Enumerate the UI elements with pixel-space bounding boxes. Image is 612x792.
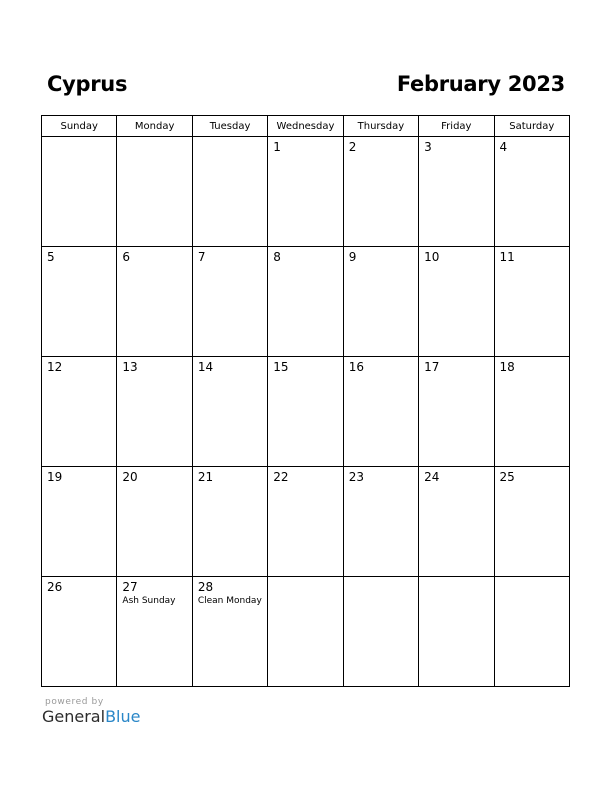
day-cell bbox=[419, 467, 494, 577]
day-cell bbox=[419, 137, 494, 247]
day-cell bbox=[494, 247, 569, 357]
day-cell bbox=[117, 137, 192, 247]
day-cell bbox=[494, 137, 569, 247]
day-number: 12 bbox=[47, 360, 63, 374]
weekday-header: Sunday bbox=[42, 116, 117, 137]
day-number: 19 bbox=[47, 470, 63, 484]
day-number: 17 bbox=[424, 360, 440, 374]
day-number: 13 bbox=[122, 360, 138, 374]
day-number: 18 bbox=[499, 360, 515, 374]
day-number: 6 bbox=[122, 250, 131, 264]
day-number: 10 bbox=[424, 250, 440, 264]
day-cell bbox=[42, 137, 117, 247]
day-cell bbox=[419, 577, 494, 687]
day-cell bbox=[419, 357, 494, 467]
weekday-header: Saturday bbox=[494, 116, 569, 137]
calendar-grid bbox=[41, 115, 570, 687]
brand-name-blue: Blue bbox=[105, 707, 141, 726]
day-number: 7 bbox=[197, 250, 206, 264]
week-row bbox=[42, 467, 570, 577]
day-number: 15 bbox=[273, 360, 289, 374]
weekday-header: Wednesday bbox=[268, 116, 343, 137]
powered-by-text: powered by bbox=[45, 697, 104, 707]
day-number: 22 bbox=[273, 470, 289, 484]
day-cell bbox=[117, 247, 192, 357]
day-cell bbox=[268, 357, 343, 467]
weekday-header: Friday bbox=[419, 116, 494, 137]
day-cell bbox=[42, 357, 117, 467]
day-cell bbox=[494, 577, 569, 687]
day-number: 9 bbox=[348, 250, 357, 264]
weekday-header: Monday bbox=[117, 116, 192, 137]
day-number: 11 bbox=[499, 250, 515, 264]
day-cell bbox=[343, 357, 418, 467]
day-cell bbox=[192, 467, 267, 577]
day-number: 14 bbox=[197, 360, 214, 374]
weekday-header: Tuesday bbox=[192, 116, 267, 137]
week-row bbox=[42, 577, 570, 687]
day-number: 16 bbox=[348, 360, 364, 374]
day-cell bbox=[42, 577, 117, 687]
brand-name-general: General bbox=[42, 707, 106, 726]
footer-logo bbox=[42, 697, 140, 726]
day-cell bbox=[268, 577, 343, 687]
brand-logo bbox=[42, 707, 140, 726]
day-number: 5 bbox=[47, 250, 55, 264]
day-number: 27 bbox=[122, 580, 138, 594]
day-number: 20 bbox=[122, 470, 138, 484]
day-number: 25 bbox=[499, 470, 515, 484]
day-cell bbox=[268, 467, 343, 577]
day-cell bbox=[42, 247, 117, 357]
day-cell bbox=[117, 467, 192, 577]
day-number: 4 bbox=[499, 140, 508, 154]
day-cell bbox=[343, 247, 418, 357]
weekday-header-row bbox=[42, 116, 570, 137]
day-number: 24 bbox=[424, 470, 440, 484]
day-cell bbox=[494, 467, 569, 577]
day-cell bbox=[268, 247, 343, 357]
page-month: February 2023 bbox=[396, 72, 565, 96]
day-cell bbox=[268, 137, 343, 247]
day-number: 2 bbox=[348, 140, 357, 154]
day-cell bbox=[343, 467, 418, 577]
day-number: 1 bbox=[273, 140, 281, 154]
day-cell bbox=[343, 137, 418, 247]
day-number: 28 bbox=[197, 580, 214, 594]
day-number: 21 bbox=[197, 470, 214, 484]
week-row bbox=[42, 247, 570, 357]
day-number: 26 bbox=[47, 580, 63, 594]
day-number: 8 bbox=[273, 250, 281, 264]
week-row bbox=[42, 137, 570, 247]
day-cell bbox=[192, 247, 267, 357]
day-number: 3 bbox=[424, 140, 432, 154]
day-cell bbox=[192, 137, 267, 247]
day-number: 23 bbox=[348, 470, 364, 484]
day-cell bbox=[192, 357, 267, 467]
weekday-header: Thursday bbox=[343, 116, 418, 137]
holiday-label: Clean Monday bbox=[197, 596, 262, 606]
day-cell bbox=[419, 247, 494, 357]
holiday-label: Ash Sunday bbox=[122, 596, 176, 606]
day-cell bbox=[494, 357, 569, 467]
week-row bbox=[42, 357, 570, 467]
day-cell bbox=[343, 577, 418, 687]
page-title: Cyprus bbox=[47, 72, 128, 96]
day-cell bbox=[117, 577, 192, 687]
day-cell bbox=[192, 577, 267, 687]
day-cell bbox=[42, 467, 117, 577]
day-cell bbox=[117, 357, 192, 467]
